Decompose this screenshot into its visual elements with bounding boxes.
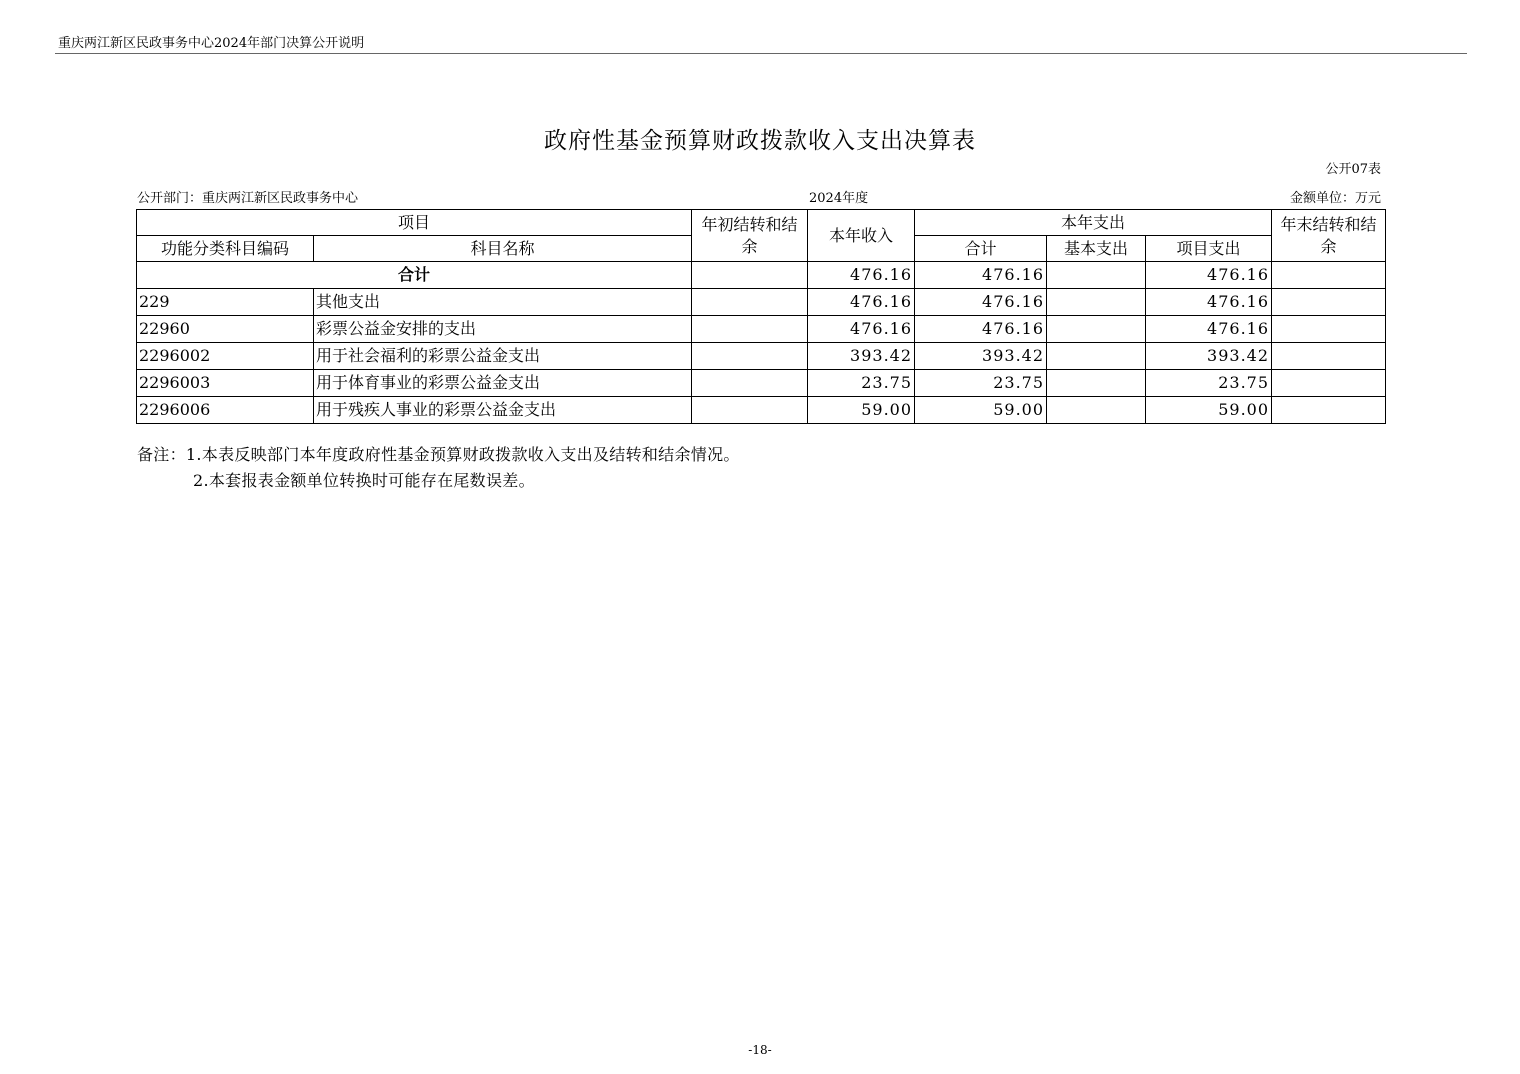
header-row-1 [137, 210, 1386, 236]
header-expense-project: 项目支出 [1146, 236, 1272, 262]
page-number: -18- [748, 1043, 772, 1057]
row-expense-basic [1047, 289, 1146, 316]
header-code: 功能分类科目编码 [137, 236, 314, 262]
row-name: 用于残疾人事业的彩票公益金支出 [314, 397, 692, 424]
total-expense-project: 476.16 [1146, 262, 1272, 289]
row-expense-project: 59.00 [1146, 397, 1272, 424]
row-end-balance [1272, 343, 1386, 370]
row-code: 2296002 [137, 343, 314, 370]
row-end-balance [1272, 316, 1386, 343]
row-code: 2296003 [137, 370, 314, 397]
row-end-balance [1272, 370, 1386, 397]
row-expense-total: 393.42 [915, 343, 1047, 370]
total-expense-total: 476.16 [915, 262, 1047, 289]
row-begin-balance [692, 370, 808, 397]
total-row [137, 262, 1386, 289]
row-expense-project: 393.42 [1146, 343, 1272, 370]
header-income: 本年收入 [808, 210, 915, 262]
header-expense-total: 合计 [915, 236, 1047, 262]
row-income: 23.75 [808, 370, 915, 397]
row-begin-balance [692, 343, 808, 370]
row-name: 其他支出 [314, 289, 692, 316]
header-expense: 本年支出 [915, 210, 1272, 236]
fiscal-year-label: 2024年度 [809, 191, 869, 206]
table-title: 政府性基金预算财政拨款收入支出决算表 [544, 128, 976, 154]
row-code: 229 [137, 289, 314, 316]
row-income: 59.00 [808, 397, 915, 424]
note-2: 2.本套报表金额单位转换时可能存在尾数误差。 [193, 471, 535, 490]
header-name: 科目名称 [314, 236, 692, 262]
row-begin-balance [692, 316, 808, 343]
row-code: 22960 [137, 316, 314, 343]
header-expense-basic: 基本支出 [1047, 236, 1146, 262]
row-income: 476.16 [808, 289, 915, 316]
table-code: 公开07表 [1325, 162, 1381, 177]
department-label: 公开部门：重庆两江新区民政事务中心 [137, 191, 359, 206]
row-name: 用于社会福利的彩票公益金支出 [314, 343, 692, 370]
row-name: 用于体育事业的彩票公益金支出 [314, 370, 692, 397]
header-begin-balance: 年初结转和结余 [692, 210, 808, 262]
row-expense-basic [1047, 316, 1146, 343]
row-expense-basic [1047, 397, 1146, 424]
table-row [137, 316, 1386, 343]
row-expense-basic [1047, 370, 1146, 397]
total-income: 476.16 [808, 262, 915, 289]
page-header: 重庆两江新区民政事务中心2024年部门决算公开说明 [58, 36, 365, 51]
amount-unit-label: 金额单位：万元 [1289, 191, 1381, 206]
row-expense-project: 476.16 [1146, 289, 1272, 316]
row-income: 393.42 [808, 343, 915, 370]
table-row [137, 370, 1386, 397]
row-code: 2296006 [137, 397, 314, 424]
row-expense-project: 476.16 [1146, 316, 1272, 343]
header-divider [55, 53, 1467, 54]
total-expense-basic [1047, 262, 1146, 289]
table-row [137, 343, 1386, 370]
row-end-balance [1272, 397, 1386, 424]
total-label: 合计 [137, 262, 692, 289]
row-expense-total: 59.00 [915, 397, 1047, 424]
header-end-balance: 年末结转和结余 [1272, 210, 1386, 262]
row-income: 476.16 [808, 316, 915, 343]
row-expense-total: 23.75 [915, 370, 1047, 397]
row-expense-total: 476.16 [915, 289, 1047, 316]
row-name: 彩票公益金安排的支出 [314, 316, 692, 343]
note-1: 备注：1.本表反映部门本年度政府性基金预算财政拨款收入支出及结转和结余情况。 [137, 445, 740, 464]
row-expense-total: 476.16 [915, 316, 1047, 343]
row-end-balance [1272, 289, 1386, 316]
table-row [137, 289, 1386, 316]
budget-table [136, 209, 1386, 424]
table-row [137, 397, 1386, 424]
row-begin-balance [692, 289, 808, 316]
row-expense-basic [1047, 343, 1146, 370]
row-expense-project: 23.75 [1146, 370, 1272, 397]
row-begin-balance [692, 397, 808, 424]
total-begin-balance [692, 262, 808, 289]
header-item: 项目 [137, 210, 692, 236]
total-end-balance [1272, 262, 1386, 289]
